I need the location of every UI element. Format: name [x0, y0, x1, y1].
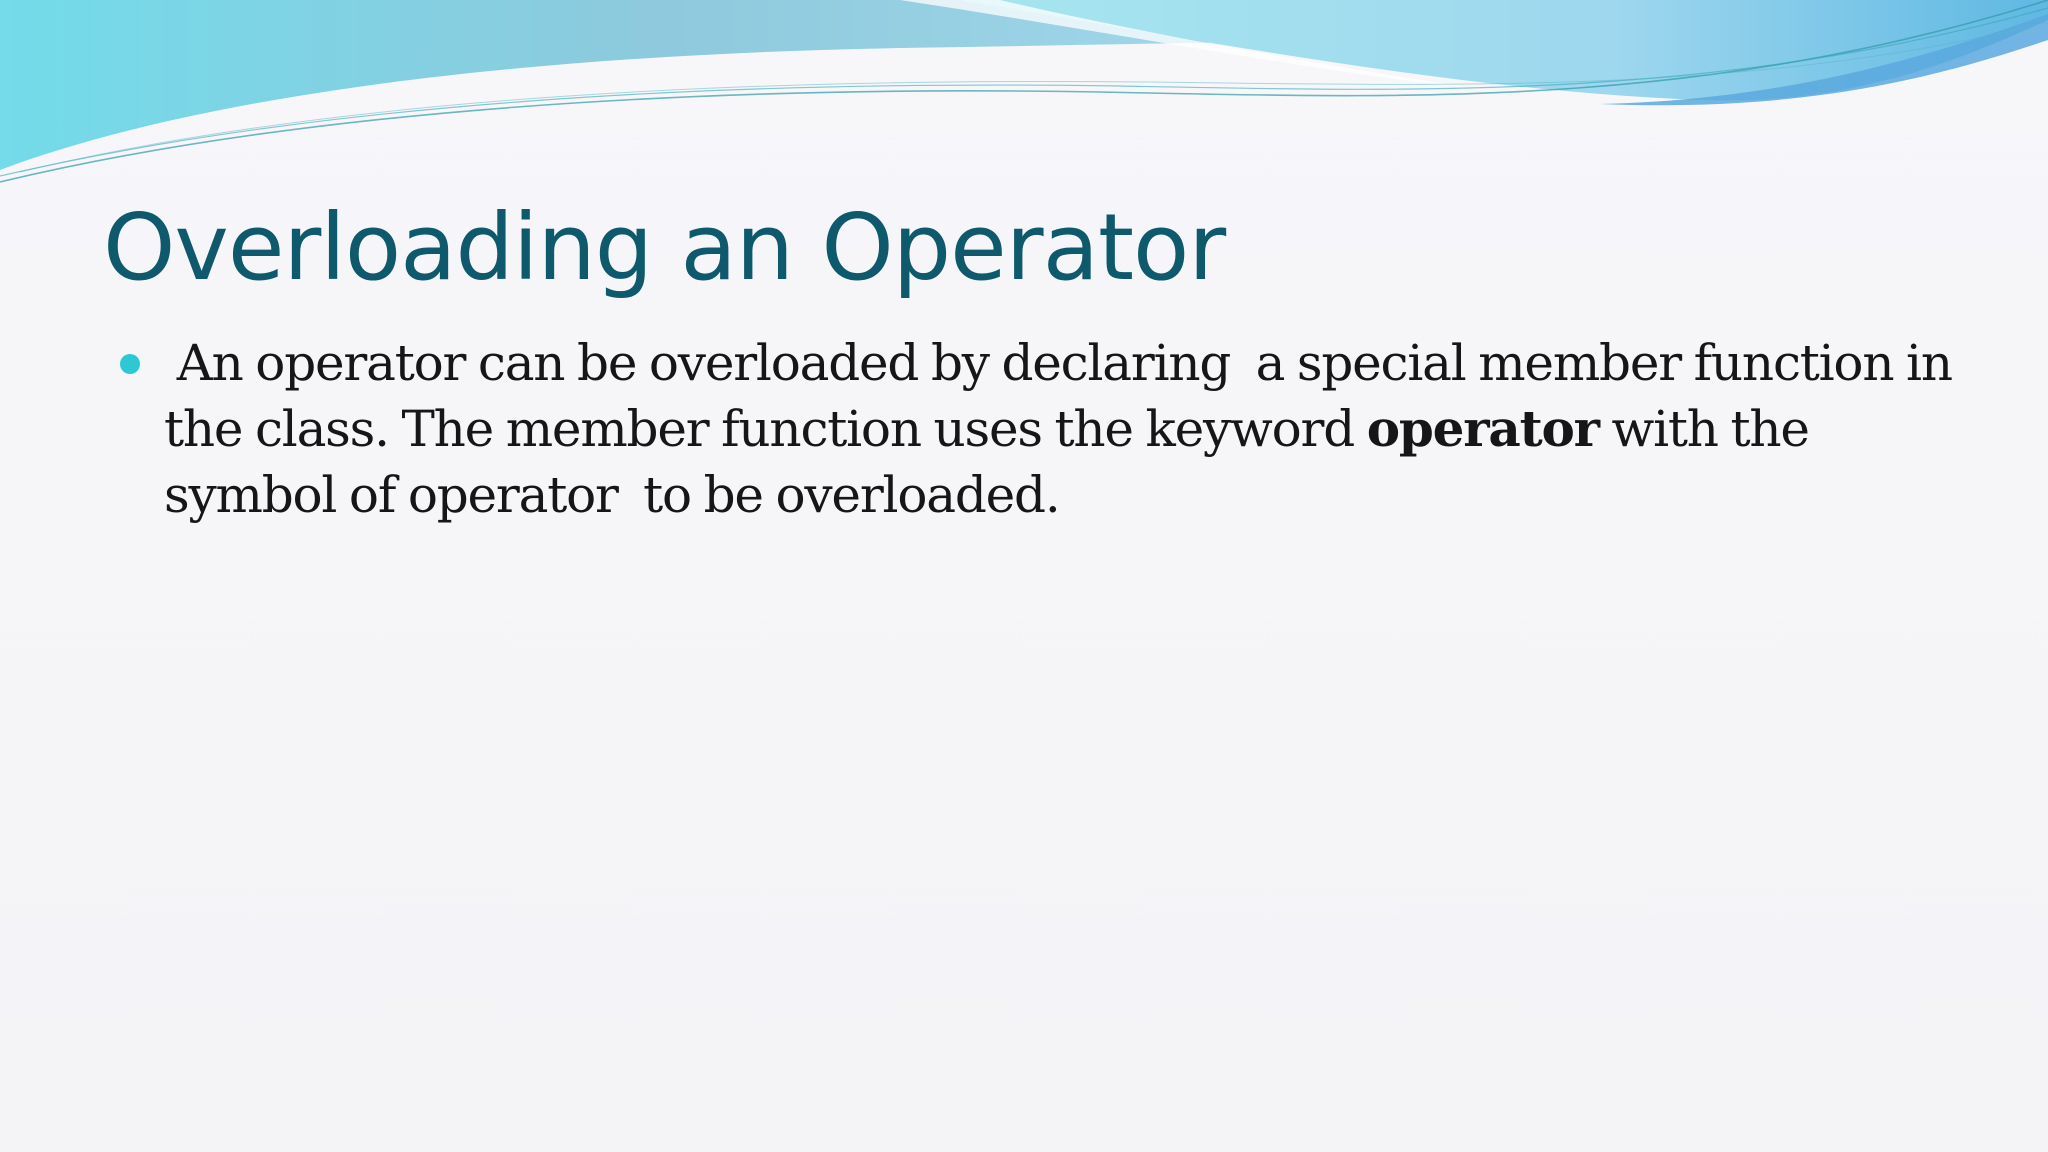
bullet-text-segment: with the — [1598, 400, 1809, 458]
bullet-text-line-2 — [164, 396, 1950, 462]
keyword-operator: operator — [1366, 399, 1599, 458]
bullet-item — [120, 330, 1950, 528]
bullet-text-segment: the class. The member function uses the keyword — [164, 400, 1367, 458]
bullet-dot-icon — [120, 354, 140, 374]
bullet-text-line-3: symbol of operator to be overloaded. — [164, 466, 1060, 524]
slide-title: Overloading an Operator — [103, 194, 1226, 301]
bullet-text-line-1: An operator can be overloaded by declaring a special member function in — [164, 334, 1952, 392]
wave-header-decoration — [0, 0, 2048, 200]
bullet-list — [120, 330, 1950, 528]
